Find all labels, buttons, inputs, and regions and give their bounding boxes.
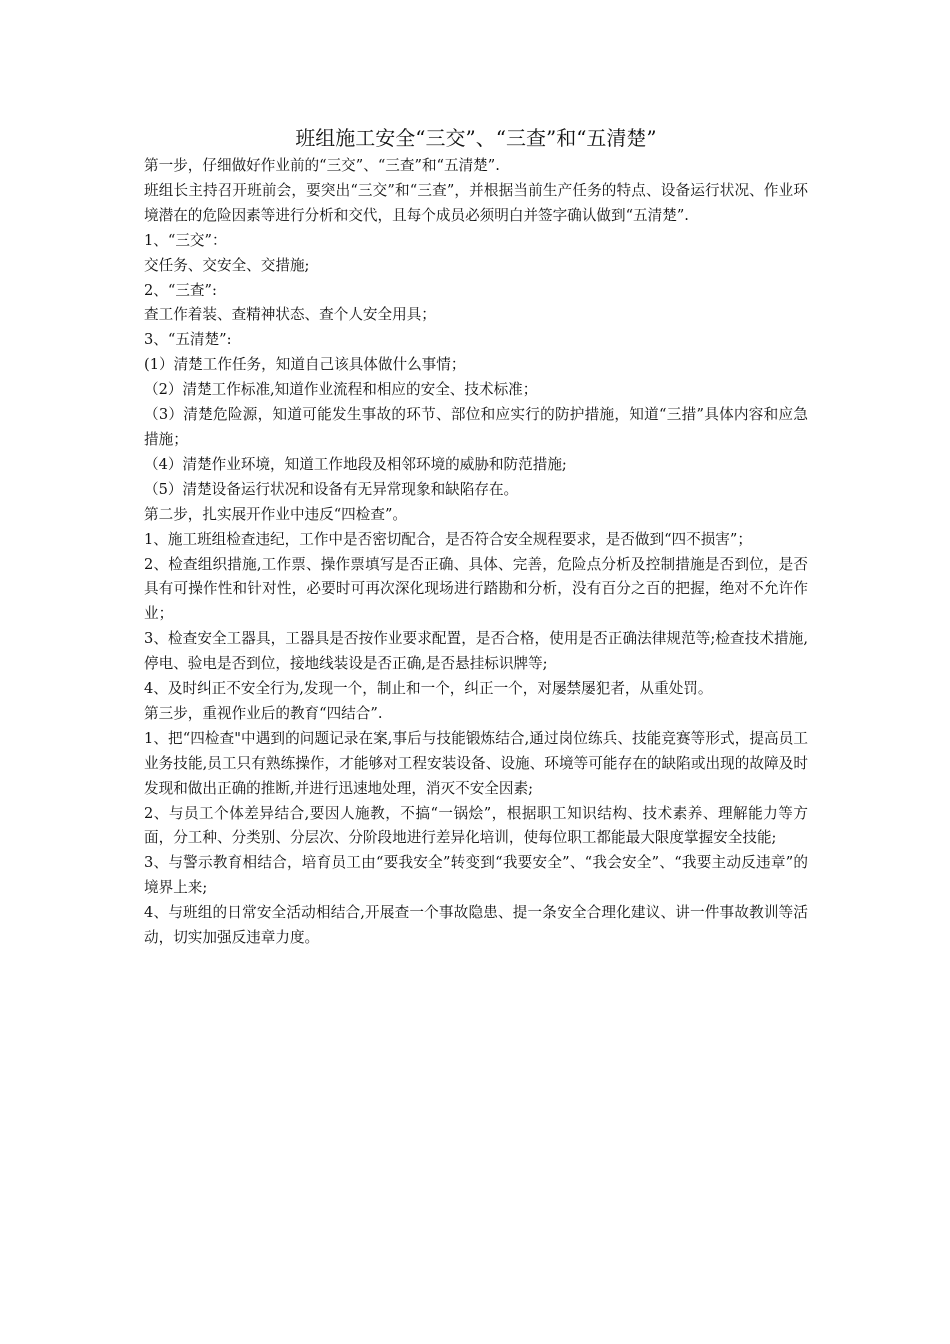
paragraph-san-jiao-heading: 1、“三交”：	[144, 231, 227, 249]
paragraph-check-1: 1、施工班组检查违纪，工作中是否密切配合，是否符合安全规程要求，是否做到“四不损害”；	[144, 530, 752, 548]
paragraph-meeting: 班组长主持召开班前会，要突出“三交”和“三查”，并根据当前生产任务的特点、设备运行状况、作业环境潜在的危险因素等进行分析和交代，且每个成员必须明白并签字确认做到“五清楚”.	[144, 181, 808, 224]
paragraph-check-3: 3、检查安全工器具，工器具是否按作业要求配置，是否合格，使用是否正确法律规范等;检查技术措施,停电、验电是否到位，接地线装设是否正确,是否悬挂标识牌等;	[144, 630, 808, 673]
paragraph-step-2: 第二步，扎实展开作业中违反“四检查”。	[144, 505, 408, 523]
paragraph-combine-4: 4、与班组的日常安全活动相结合,开展查一个事故隐患、提一条安全合理化建议、讲一件事故教训等活动，切实加强反违章力度。	[144, 904, 808, 947]
paragraph-step-3: 第三步，重视作业后的教育“四结合”.	[144, 704, 383, 722]
paragraph-combine-1: 1、把“四检查"中遇到的问题记录在案,事后与技能锻炼结合,通过岗位练兵、技能竞赛等形式，提高员工业务技能,员工只有熟练操作，才能够对工程安装设备、设施、环境等可能存在的缺陷或出现的故障及时发现和做出正确的推断,并进行迅速地处理，消灭不安全因素;	[144, 729, 808, 797]
paragraph-qingchu-4: （4）清楚作业环境，知道工作地段及相邻环境的威胁和防范措施;	[144, 455, 567, 473]
paragraph-qingchu-2: （2）清楚工作标准,知道作业流程和相应的安全、技术标准；	[144, 381, 538, 399]
paragraph-san-cha-heading: 2、“三查”:	[144, 281, 217, 299]
document-title: 班组施工安全“三交”、“三查”和“五清楚”	[295, 126, 657, 150]
paragraph-check-4: 4、及时纠正不安全行为,发现一个，制止和一个，纠正一个，对屡禁屡犯者，从重处罚。	[144, 680, 713, 698]
paragraph-check-2: 2、检查组织措施,工作票、操作票填写是否正确、具体、完善，危险点分析及控制措施是否到位，是否具有可操作性和针对性，必要时可再次深化现场进行踏勘和分析，没有百分之百的把握，绝对不允许作业；	[144, 555, 808, 623]
paragraph-san-cha-items: 查工作着装、查精神状态、查个人安全用具；	[144, 306, 436, 324]
paragraph-combine-2: 2、与员工个体差异结合,要因人施教，不搞“一锅烩”，根据职工知识结构、技术素养、理解能力等方面，分工种、分类别、分层次、分阶段地进行差异化培训，使每位职工都能最大限度掌握安全技能;	[144, 804, 808, 847]
paragraph-san-jiao-items: 交任务、交安全、交措施;	[144, 256, 310, 274]
paragraph-step-1: 第一步，仔细做好作业前的“三交”、“三查”和“五清楚”.	[144, 157, 500, 174]
document-body	[144, 122, 808, 951]
paragraph-wu-qingchu-heading: 3、“五清楚”:	[144, 331, 232, 349]
paragraph-qingchu-5: （5）清楚设备运行状况和设备有无异常现象和缺陷存在。	[144, 480, 519, 498]
paragraph-qingchu-3: （3）清楚危险源，知道可能发生事故的环节、部位和应实行的防护措施，知道“三措”具体内容和应急措施；	[144, 406, 808, 448]
paragraph-qingchu-1: (1）清楚工作任务，知道自己该具体做什么事情；	[144, 356, 466, 374]
paragraph-combine-3: 3、与警示教育相结合，培育员工由“要我安全”转变到“我要安全”、“我会安全”、“我要主动反违章”的境界上来;	[144, 854, 808, 897]
